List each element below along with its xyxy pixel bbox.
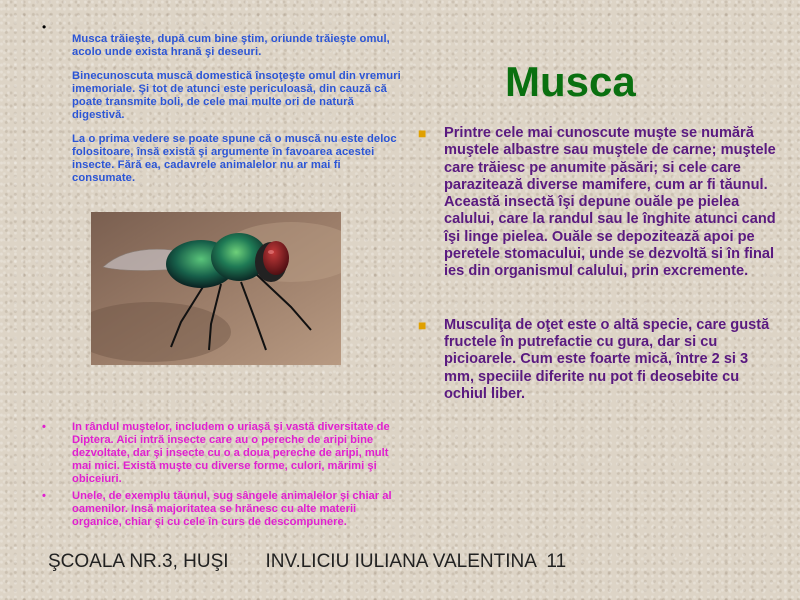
fly-image — [91, 212, 341, 365]
list-item-text: Musculiţa de oţet este o altă specie, care gustă fructele în putrefactie cu gura, dar si cu picioarele. Cum este foarte mică, între 2 si 3 mm, speciile diferite nu pot fi deosebite cu ochiul liber. — [444, 316, 770, 402]
list-item-text: In rândul muştelor, includem o uriaşă şi vastă diversitate de Diptera. Aici intră insecte care au o pereche de aripi bine dezvoltate, dar şi insecte cu o a doua pereche de aripi, mult mai mici. Există muşte cu diverse forme, culori, mărimi şi obiceiuri. — [72, 421, 390, 485]
square-bullet-icon: ■ — [418, 125, 427, 141]
bullet-dot: • — [42, 490, 46, 502]
page-number: 11 — [546, 551, 567, 572]
left-paragraph: La o prima vedere se poate spune că o muscă nu este deloc folositoare, însă există şi argumente în favoarea acestei insecte. Fără ea, cadavrele animalelor nu ar mai fi consumate. — [72, 133, 397, 184]
top-bullet: • — [42, 20, 47, 34]
list-item — [42, 421, 402, 486]
slide-title: Musca — [505, 58, 636, 105]
right-bullet-list — [418, 125, 778, 403]
square-bullet-icon: ■ — [418, 316, 427, 333]
left-paragraph: Binecunoscuta muscă domestică însoţeşte omul din vremuri imemoriale. Şi tot de atunci este periculoasă, din cauză că poate transmite boli, de cele mai multe ori de natură digestivă. — [72, 70, 401, 121]
footer — [48, 551, 566, 573]
list-item-text: Printre cele mai cunoscute muşte se numără muştele albastre sau muştele de carne; muştele care trăiesc pe anumite păsări; si cele care parazitează diverse mamifere, cum ar fi tăunul. Această insectă îşi depune ouăle pe pielea calului, care la randul sau le înghite atunci cand îşi linge pielea. Ouăle se depozitează apoi pe peretele stomacului, unde se dezvoltă si în final ies din organismul calului, prin excremente. — [444, 125, 776, 280]
footer-author: INV.LICIU IULIANA VALENTINA — [265, 551, 536, 572]
magenta-bullet-list — [42, 421, 402, 533]
left-paragraph: Musca trăieşte, după cum bine ştim, oriunde trăieşte omul, acolo unde exista hrană şi deseuri. — [72, 33, 390, 58]
footer-school: ŞCOALA NR.3, HUŞI — [48, 551, 229, 572]
list-item — [42, 490, 402, 529]
list-item-text: Unele, de exemplu tăunul, sug sângele animalelor şi chiar al oamenilor. Insă majoritatea se hrănesc cu alte materii organice, chiar şi cu cele în curs de descompunere. — [72, 490, 392, 528]
list-item — [418, 317, 778, 403]
bullet-dot: • — [42, 421, 46, 433]
fly-photo — [91, 212, 341, 365]
list-item — [418, 125, 778, 281]
left-text-block — [72, 33, 402, 196]
